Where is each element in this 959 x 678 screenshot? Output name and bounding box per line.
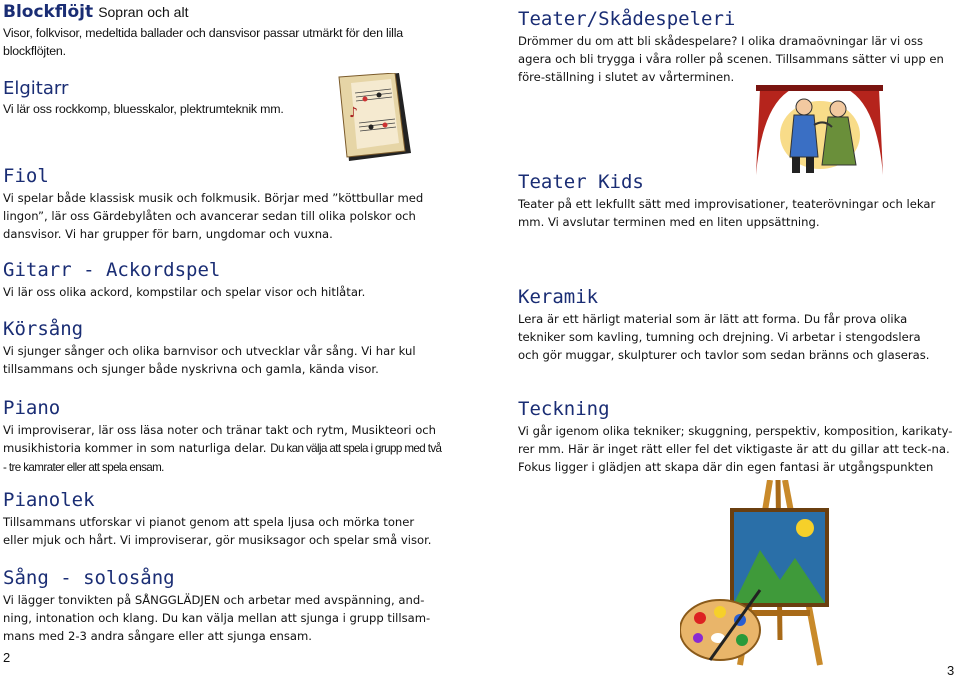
page-number-left: 2	[3, 650, 11, 665]
blockflojt-subtitle: Sopran och alt	[98, 4, 189, 20]
section-keramik	[518, 286, 938, 364]
sang-text: Vi lägger tonvikten på SÅNGGLÄDJEN och arbetar med avspänning, and-ning, intonation och klang. Du kan välja mellan att sjunga i grupp tillsam-mans med 2-3 andra sångare eller att sjunga ensam.	[3, 593, 431, 643]
fiol-text: Vi spelar både klassisk musik och folkmusik. Börjar med ”köttbullar med lingon”, lär oss Gärdebylåten och avancerar sedan till olika polskor och dansvisor. Vi har grupper för barn, ungdomar och vuxna.	[3, 191, 424, 241]
elgitarr-title: Elgitarr	[3, 78, 69, 99]
teckning-title: Teckning	[518, 398, 610, 420]
piano-text-2: Du kan välja att spela i grupp med två - tre kamrater eller att spela ensam.	[3, 442, 442, 474]
section-piano	[3, 397, 443, 477]
theater-actors-illustration	[752, 85, 887, 175]
section-sang	[3, 567, 443, 645]
elgitarr-text: Vi lär oss rockkomp, bluesskalor, plektrumteknik mm.	[3, 102, 284, 116]
sang-title: Sång - solosång	[3, 567, 175, 589]
teater-text: Drömmer du om att bli skådespelare? I olika dramaövningar lär vi oss agera och bli trygga i våra roller på scenen. Tillsammans sätter vi upp en före-ställning i slutet av vårterminen.	[518, 34, 944, 84]
teater-title: Teater/Skådespeleri	[518, 8, 736, 30]
section-fiol	[3, 165, 443, 243]
pianolek-title: Pianolek	[3, 489, 95, 511]
section-korsang	[3, 318, 443, 378]
sheet-music-illustration	[335, 73, 415, 165]
gitarr-title: Gitarr - Ackordspel	[3, 259, 221, 281]
gitarr-text: Vi lär oss olika ackord, kompstilar och spelar visor och hitlåtar.	[3, 285, 366, 299]
easel-palette-illustration	[680, 480, 855, 670]
korsang-title: Körsång	[3, 318, 84, 340]
section-gitarr	[3, 259, 443, 301]
section-elgitarr	[3, 78, 333, 118]
piano-title: Piano	[3, 397, 61, 419]
pianolek-text: Tillsammans utforskar vi pianot genom att spela ljusa och mörka toner eller mjuk och hårt. Vi improviserar, gör musiksagor och spelar små visor.	[3, 515, 432, 547]
blockflojt-title: Blockflöjt	[3, 2, 94, 22]
section-teckning	[518, 398, 958, 476]
teaterkids-text: Teater på ett lekfullt sätt med improvisationer, teaterövningar och lekar mm. Vi avslutar terminen med en liten uppsättning.	[518, 197, 936, 229]
section-teater	[518, 8, 958, 86]
svg-text:♪: ♪	[349, 105, 358, 121]
teckning-text: Vi går igenom olika tekniker; skuggning, perspektiv, komposition, karikaty-rer mm. Här är inget rätt eller fel det viktigaste är att du gillar att teck-na. Fokus ligger i glädjen att skapa där din egen fantasi är utgångspunkten	[518, 424, 953, 474]
blockflojt-text: Visor, folkvisor, medeltida ballader och dansvisor passar utmärkt för den lilla blockflöjten.	[3, 26, 403, 58]
piano-text: Vi improviserar, lär oss läsa noter och tränar takt och rytm, Musikteori och musikhistoria kommer in som naturliga delar.	[3, 423, 437, 455]
keramik-title: Keramik	[518, 286, 599, 308]
page-number-right: 3	[947, 663, 955, 678]
section-blockflojt	[3, 2, 423, 60]
fiol-title: Fiol	[3, 165, 49, 187]
section-pianolek	[3, 489, 443, 549]
section-teaterkids	[518, 171, 958, 231]
teaterkids-title: Teater Kids	[518, 171, 644, 193]
keramik-text: Lera är ett härligt material som är lätt att forma. Du får prova olika tekniker som kavling, tumning och drejning. Vi arbetar i stengodslera och gör muggar, skulpturer och tavlor som sedan bränns och glaseras.	[518, 312, 930, 362]
korsang-text: Vi sjunger sånger och olika barnvisor och utvecklar vår sång. Vi har kul tillsammans och sjunger både nyskrivna och gamla, kända visor.	[3, 344, 416, 376]
